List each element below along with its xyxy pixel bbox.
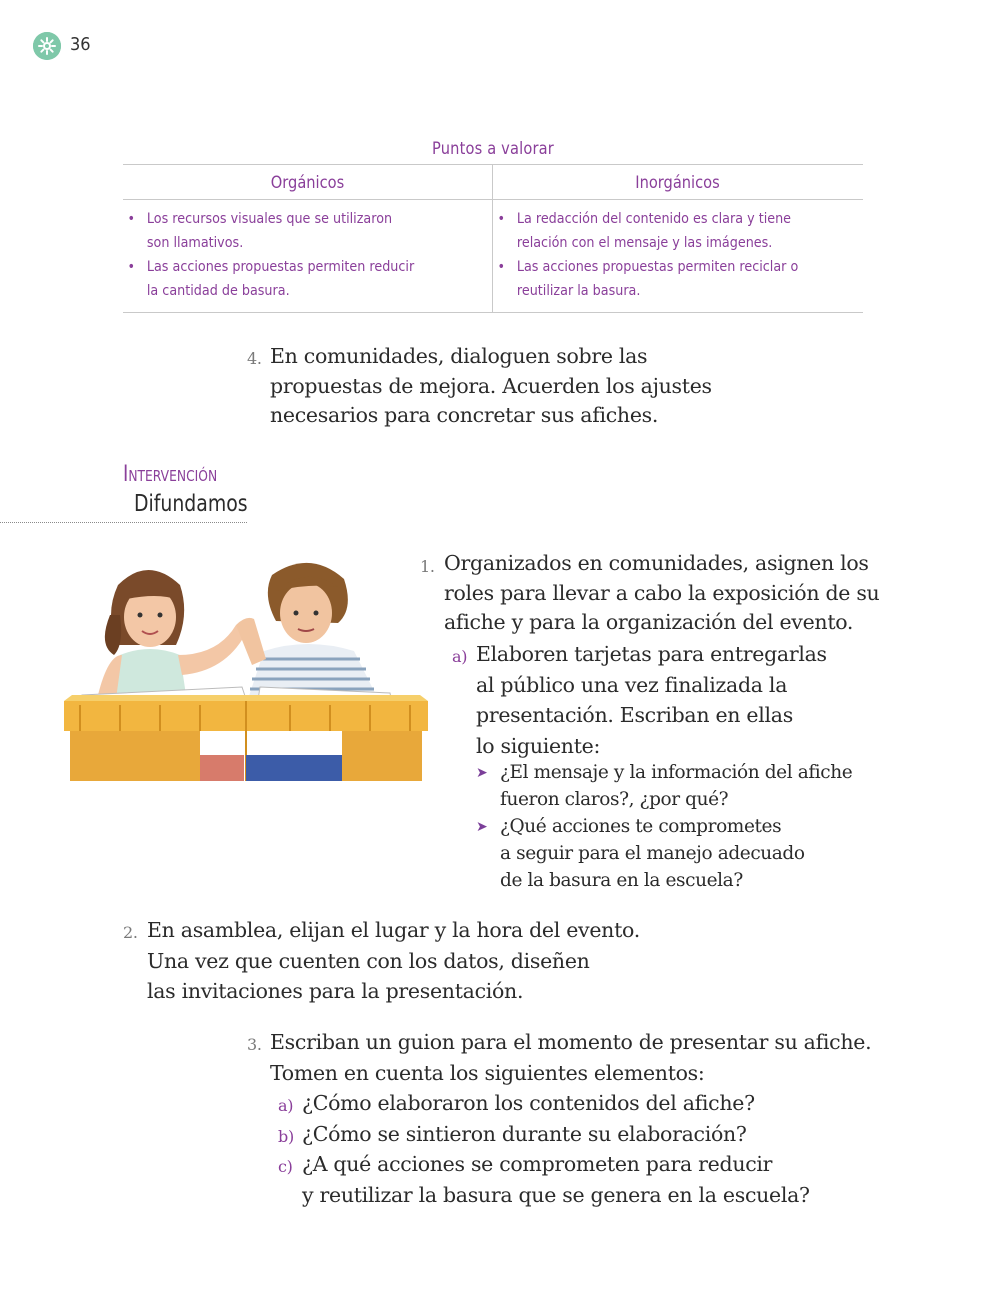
bullet-text-line: ¿El mensaje y la información del afiche — [500, 762, 853, 783]
section-rule — [0, 522, 247, 523]
column-header-organicos: Orgánicos — [270, 173, 345, 193]
step-2 — [123, 915, 640, 1007]
step-text-line: roles para llevar a cabo la exposición de su — [444, 580, 880, 605]
list-item — [278, 1088, 810, 1119]
sub-label: b) — [278, 1126, 294, 1146]
step-text-line: las invitaciones para la presentación. — [147, 979, 524, 1003]
step-1 — [420, 549, 879, 638]
list-item — [476, 759, 852, 813]
section-subtitle: Difundamos — [134, 491, 248, 517]
step-text-line: En asamblea, elijan el lugar y la hora del evento. — [147, 918, 640, 942]
bullet-text-line: fueron claros?, ¿por qué? — [500, 789, 729, 810]
arrow-bullet-icon: ➤ — [476, 819, 488, 835]
step-text-line: Organizados en comunidades, asignen los — [444, 551, 869, 575]
column-header-inorganicos: Inorgánicos — [635, 173, 720, 193]
children-at-desk-illustration — [60, 555, 432, 783]
sub-text-line: ¿A qué acciones se comprometen para reducir — [302, 1152, 773, 1176]
organicos-list — [124, 207, 464, 303]
sub-text-line: Elaboren tarjetas para entregarlas — [476, 642, 827, 666]
sub-label: c) — [278, 1157, 293, 1176]
gear-flower-icon — [33, 32, 61, 60]
list-item — [278, 1119, 810, 1150]
step-text-line: Tomen en cuenta los siguientes elementos: — [270, 1060, 705, 1085]
table-column-divider — [492, 165, 493, 312]
list-item — [278, 1149, 810, 1210]
sub-text-line: lo siguiente: — [476, 733, 601, 758]
step-text-line: Escriban un guion para el momento de presentar su afiche. — [270, 1030, 872, 1054]
table-top-rule — [123, 164, 863, 165]
step-text-line: En comunidades, dialoguen sobre las — [270, 344, 648, 368]
list-item: • Las acciones propuestas permiten reciclar o reutilizar la basura. — [494, 255, 798, 303]
table-bottom-rule — [123, 312, 863, 313]
step-1-sub-a — [452, 639, 827, 761]
sub-label: a) — [452, 647, 468, 666]
arrow-bullet-icon: ➤ — [476, 765, 488, 781]
inorganicos-list — [494, 207, 834, 303]
step-number: 3. — [247, 1035, 262, 1054]
bullet-text-line: a seguir para el manejo adecuado — [500, 843, 805, 864]
list-item: • La redacción del contenido es clara y tiene relación con el mensaje y las imágenes. — [494, 207, 807, 255]
bullet-text-line: de la basura en la escuela? — [500, 870, 743, 891]
list-item: • Las acciones propuestas permiten reducir la cantidad de basura. — [124, 255, 428, 303]
step-number: 2. — [123, 923, 138, 942]
children-illustration-icon — [60, 555, 432, 783]
bullet-text-line: ¿Qué acciones te comprometes — [500, 816, 782, 837]
table-title: Puntos a valorar — [431, 139, 554, 159]
sub-text-line: ¿Cómo elaboraron los contenidos del afiche? — [302, 1091, 755, 1115]
step-text-line: Una vez que cuenten con los datos, diseñen — [147, 948, 590, 973]
list-item — [476, 813, 852, 894]
list-item: • Los recursos visuales que se utilizaron son llamativos. — [124, 207, 411, 255]
step-3-items — [278, 1088, 810, 1210]
page-number: 36 — [70, 34, 91, 55]
page-badge-icon — [33, 32, 61, 60]
step-text-line: necesarios para concretar sus afiches. — [270, 403, 659, 427]
sub-text-line: ¿Cómo se sintieron durante su elaboración? — [302, 1121, 747, 1146]
sub-label: a) — [278, 1096, 294, 1115]
sub-text-line: y reutilizar la basura que se genera en la escuela? — [302, 1182, 810, 1207]
step-text-line: afiche y para la organización del evento. — [444, 610, 854, 634]
section-title: Intervención — [123, 462, 218, 487]
table-header-rule — [123, 199, 863, 200]
sub-text-line: presentación. Escriban en ellas — [476, 703, 793, 727]
step-number: 4. — [247, 349, 262, 368]
step-4 — [247, 342, 712, 431]
sub-text-line: al público una vez finalizada la — [476, 672, 788, 697]
step-text-line: propuestas de mejora. Acuerden los ajustes — [270, 373, 712, 398]
step-1-bullets — [476, 759, 852, 894]
step-3 — [247, 1027, 871, 1088]
step-number: 1. — [420, 557, 435, 576]
